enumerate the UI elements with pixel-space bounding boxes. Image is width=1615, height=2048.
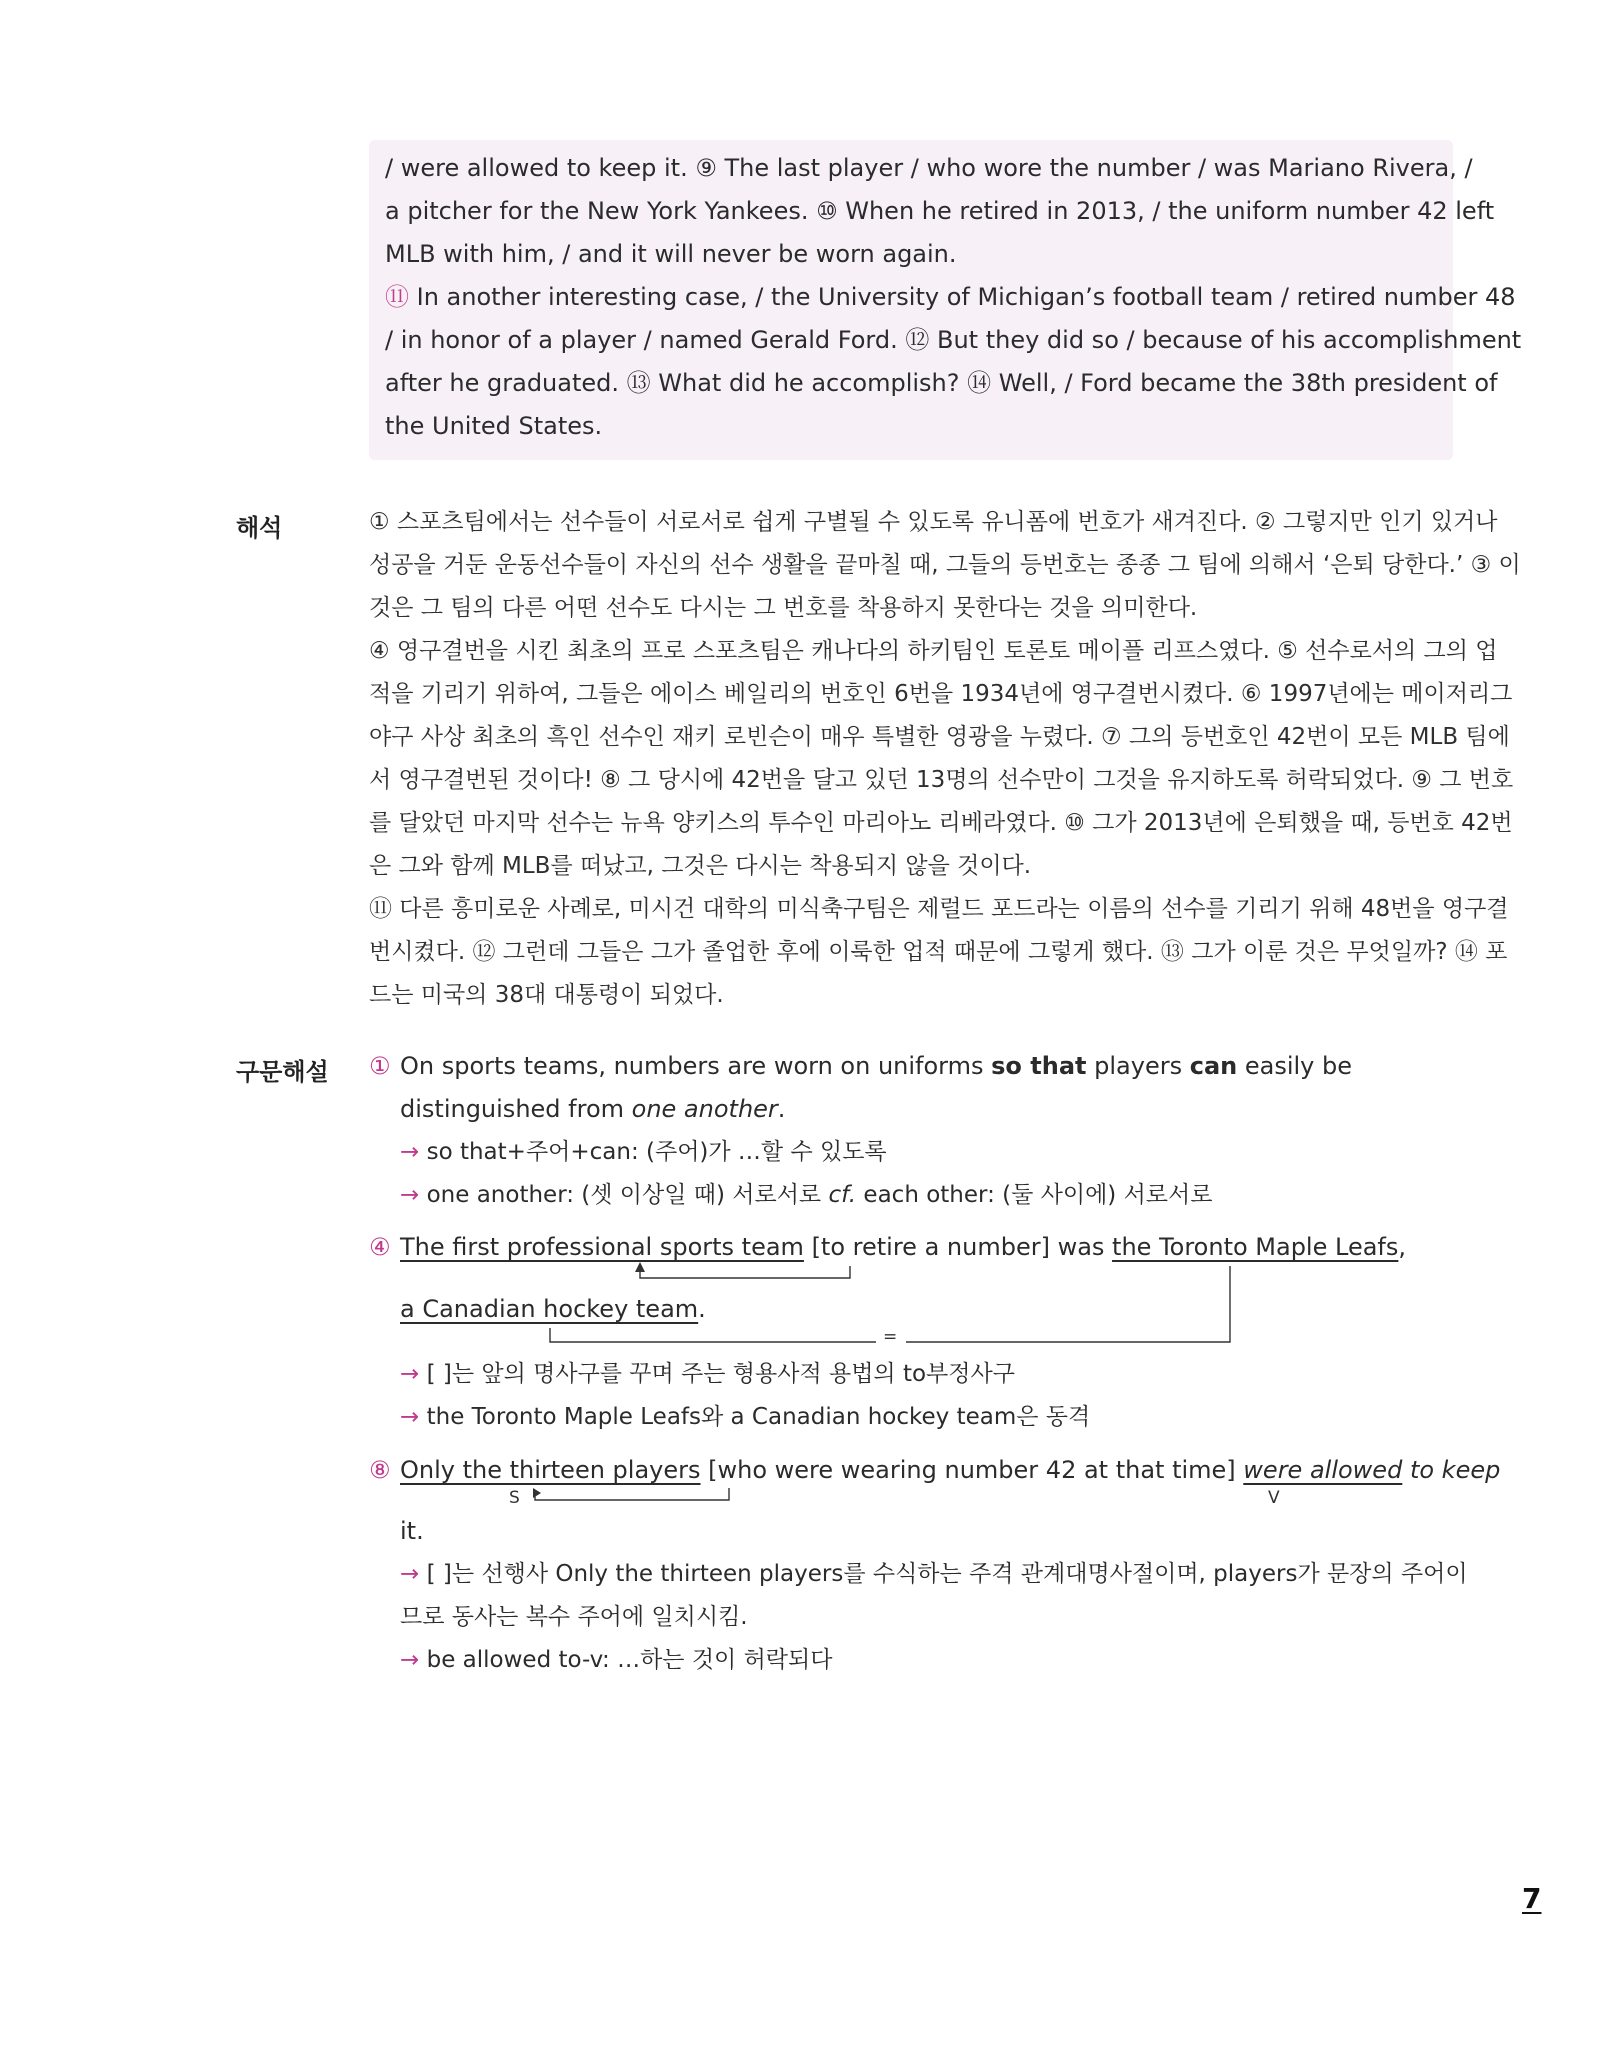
item4-note: → the Toronto Maple Leafs와 a Canadian hockey team은 동격 xyxy=(400,1404,1091,1430)
equals-sign: = xyxy=(883,1327,898,1347)
item1-note: → so that+주어+can: (주어)가 …할 수 있도록 xyxy=(400,1139,887,1165)
passage-line: a pitcher for the New York Yankees. ⑩ When he retired in 2013, / the uniform number 42 left xyxy=(385,197,1495,225)
item1-line2: distinguished from one another. xyxy=(400,1095,786,1123)
relative-arrowhead xyxy=(533,1488,541,1498)
item8-line2: it. xyxy=(400,1517,424,1545)
relative-bracket xyxy=(535,1488,729,1500)
item4-complement: the Toronto Maple Leafs xyxy=(1112,1233,1399,1261)
item8-number: ⑧ xyxy=(369,1456,391,1484)
item4-subject: The first professional sports team xyxy=(400,1233,804,1261)
item8-note: → be allowed to-v: …하는 것이 허락되다 xyxy=(400,1647,833,1673)
modifier-arrowhead xyxy=(635,1262,645,1272)
translation-line: 번시켰다. ⑫ 그런데 그들은 그가 졸업한 후에 이룩한 업적 때문에 그렇게 했다. ⑬ 그가 이룬 것은 무엇일까? ⑭ 포 xyxy=(369,939,1508,965)
item4-number: ④ xyxy=(369,1233,391,1261)
verb-label: V xyxy=(1268,1488,1280,1508)
subject-label: S xyxy=(509,1488,520,1508)
translation-label: 해석 xyxy=(236,514,283,542)
translation-line: 를 달았던 마지막 선수는 뉴욕 양키스의 투수인 마리아노 리베라였다. ⑩ 그가 2013년에 은퇴했을 때, 등번호 42번 xyxy=(369,810,1513,836)
item8-note: → [ ]는 선행사 Only the thirteen players를 수식하는 주격 관계대명사절이며, players가 문장의 주어이 xyxy=(400,1561,1468,1587)
item4-note: → [ ]는 앞의 명사구를 꾸며 주는 형용사적 용법의 to부정사구 xyxy=(400,1361,1015,1387)
item4-line1: The first professional sports team [to retire a number] was the Toronto Maple Leafs, xyxy=(400,1233,1407,1261)
item8-subject: Only the thirteen players xyxy=(400,1456,701,1484)
item1-note: → one another: (셋 이상일 때) 서로서로 cf. each other: (둘 사이에) 서로서로 xyxy=(400,1182,1213,1208)
passage-line: after he graduated. ⑬ What did he accomplish? ⑭ Well, / Ford became the 38th president of xyxy=(385,369,1498,397)
passage-line: ⑪ In another interesting case, / the University of Michigan’s football team / retired number 48 xyxy=(385,283,1516,311)
item8-note: 므로 동사는 복수 주어에 일치시킴. xyxy=(400,1604,748,1630)
translation-line: ④ 영구결번을 시킨 최초의 프로 스포츠팀은 캐나다의 하키팀인 토론토 메이플 리프스였다. ⑤ 선수로서의 그의 업 xyxy=(369,638,1498,664)
syntax-label: 구문해설 xyxy=(236,1058,329,1086)
translation-line: 드는 미국의 38대 대통령이 되었다. xyxy=(369,982,724,1008)
item8-line1: Only the thirteen players [who were wearing number 42 at that time] were allowed to keep xyxy=(400,1456,1501,1484)
translation-line: 성공을 거둔 운동선수들이 자신의 선수 생활을 끝마칠 때, 그들의 등번호는 종종 그 팀에 의해서 ‘은퇴 당한다.’ ③ 이 xyxy=(369,552,1521,578)
appositive-bracket xyxy=(550,1328,876,1342)
translation-line: 적을 기리기 위하여, 그들은 에이스 베일리의 번호인 6번을 1934년에 영구결번시켰다. ⑥ 1997년에는 메이저리그 xyxy=(369,681,1513,707)
item1-line1: On sports teams, numbers are worn on uniforms so that players can easily be xyxy=(400,1052,1353,1080)
translation-line: ① 스포츠팀에서는 선수들이 서로서로 쉽게 구별될 수 있도록 유니폼에 번호가 새겨진다. ② 그렇지만 인기 있거나 xyxy=(369,509,1498,535)
item4-line2: a Canadian hockey team. xyxy=(400,1295,706,1323)
translation-line: ⑪ 다른 흥미로운 사례로, 미시건 대학의 미식축구팀은 제럴드 포드라는 이름의 선수를 기리기 위해 48번을 영구결 xyxy=(369,896,1509,922)
translation-line: 서 영구결번된 것이다! ⑧ 그 당시에 42번을 달고 있던 13명의 선수만이 그것을 유지하도록 허락되었다. ⑨ 그 번호 xyxy=(369,767,1514,793)
appositive-bracket xyxy=(906,1266,1230,1342)
passage-line: the United States. xyxy=(385,412,603,440)
page-number: 7 xyxy=(1522,1882,1542,1915)
passage-line: / were allowed to keep it. ⑨ The last player / who wore the number / was Mariano Rivera, / xyxy=(385,154,1473,182)
translation-line: 은 그와 함께 MLB를 떠났고, 그것은 다시는 착용되지 않을 것이다. xyxy=(369,853,1032,879)
translation-line: 것은 그 팀의 다른 어떤 선수도 다시는 그 번호를 착용하지 못한다는 것을 의미한다. xyxy=(369,595,1198,621)
item4-appositive: a Canadian hockey team xyxy=(400,1295,699,1323)
passage-line: MLB with him, / and it will never be worn again. xyxy=(385,240,957,268)
item8-verb: were allowed xyxy=(1243,1456,1403,1484)
translation-line: 야구 사상 최초의 흑인 선수인 재키 로빈슨이 매우 특별한 영광을 누렸다. ⑦ 그의 등번호인 42번이 모든 MLB 팀에 xyxy=(369,724,1510,750)
passage-line: / in honor of a player / named Gerald Ford. ⑫ But they did so / because of his accomplishment xyxy=(385,326,1522,354)
item1-number: ① xyxy=(369,1052,391,1080)
modifier-bracket xyxy=(640,1266,850,1278)
